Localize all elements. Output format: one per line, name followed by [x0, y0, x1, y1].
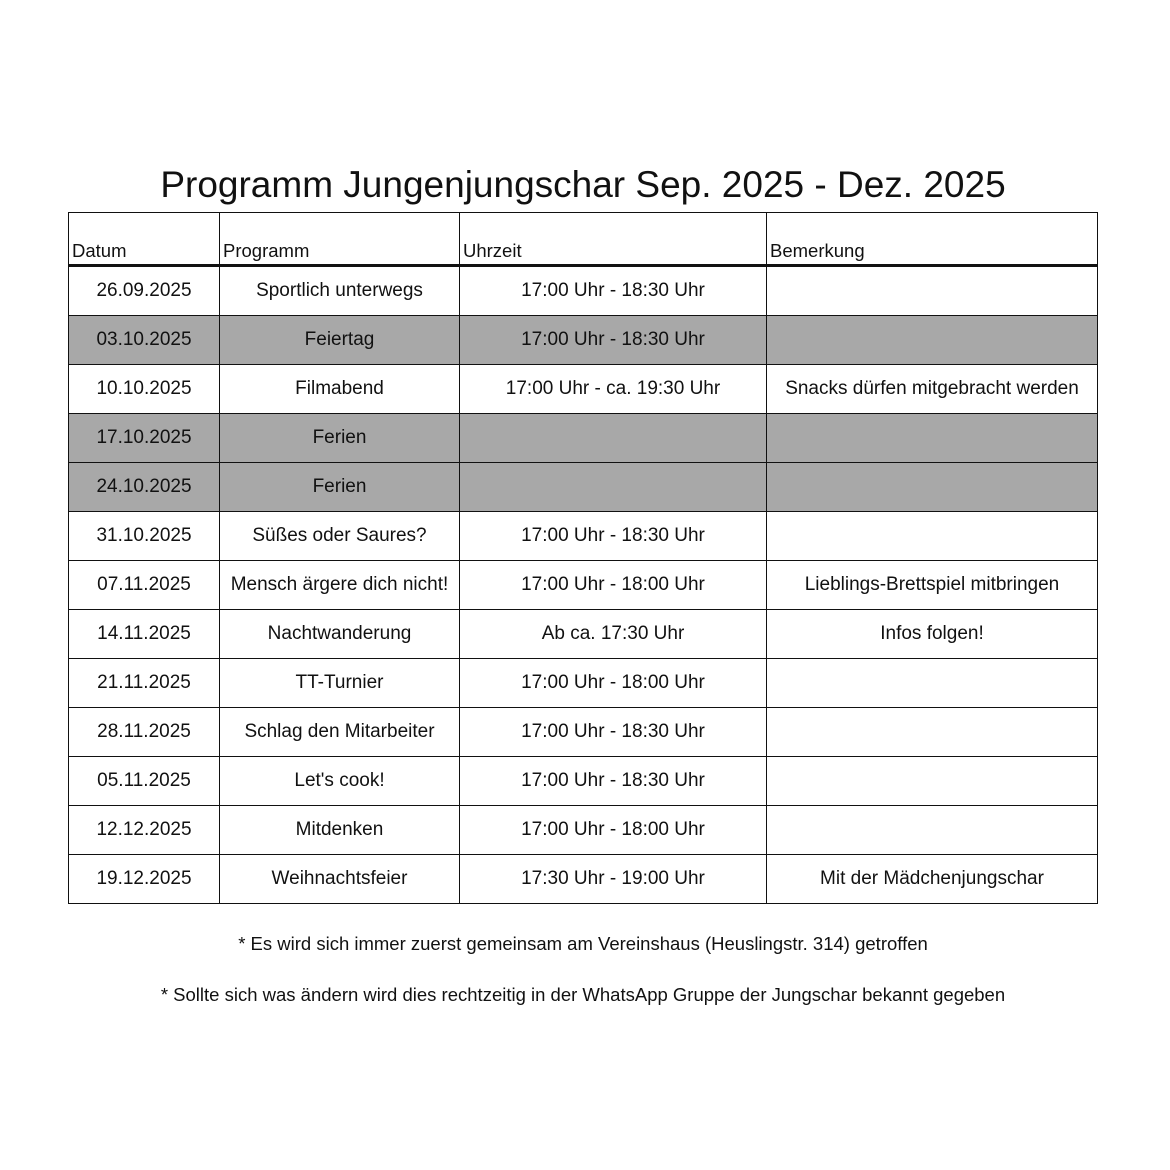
cell-bemerkung: Infos folgen!: [767, 610, 1098, 659]
cell-bemerkung: [767, 512, 1098, 561]
table-row: [69, 365, 1098, 414]
header-bemerkung: Bemerkung: [767, 213, 1098, 266]
cell-datum: 21.11.2025: [69, 659, 220, 708]
cell-bemerkung: [767, 659, 1098, 708]
cell-programm: Mensch ärgere dich nicht!: [220, 561, 460, 610]
cell-datum: 24.10.2025: [69, 463, 220, 512]
cell-programm: Süßes oder Saures?: [220, 512, 460, 561]
cell-bemerkung: [767, 463, 1098, 512]
note-whatsapp: * Sollte sich was ändern wird dies rechtzeitig in der WhatsApp Gruppe der Jungschar bekannt gegeben: [160, 984, 1006, 1005]
cell-datum: 07.11.2025: [69, 561, 220, 610]
cell-programm: Let's cook!: [220, 757, 460, 806]
cell-bemerkung: Mit der Mädchenjungschar: [767, 855, 1098, 904]
cell-uhrzeit: 17:00 Uhr - 18:30 Uhr: [460, 316, 767, 365]
header-uhrzeit: Uhrzeit: [460, 213, 767, 266]
cell-uhrzeit: 17:00 Uhr - 18:00 Uhr: [460, 806, 767, 855]
table-row: [69, 463, 1098, 512]
cell-datum: 19.12.2025: [69, 855, 220, 904]
cell-bemerkung: [767, 708, 1098, 757]
cell-programm: Schlag den Mitarbeiter: [220, 708, 460, 757]
cell-uhrzeit: 17:00 Uhr - 18:30 Uhr: [460, 708, 767, 757]
schedule-table: [68, 212, 1098, 904]
table-header-row: [69, 213, 1098, 266]
table-row: [69, 708, 1098, 757]
table-row: [69, 512, 1098, 561]
cell-datum: 10.10.2025: [69, 365, 220, 414]
cell-uhrzeit: Ab ca. 17:30 Uhr: [460, 610, 767, 659]
cell-programm: Mitdenken: [220, 806, 460, 855]
table-row: [69, 414, 1098, 463]
cell-bemerkung: [767, 316, 1098, 365]
cell-uhrzeit: [460, 414, 767, 463]
cell-bemerkung: Snacks dürfen mitgebracht werden: [767, 365, 1098, 414]
cell-uhrzeit: 17:00 Uhr - 18:00 Uhr: [460, 561, 767, 610]
table-row: [69, 757, 1098, 806]
cell-bemerkung: [767, 757, 1098, 806]
cell-uhrzeit: [460, 463, 767, 512]
cell-uhrzeit: 17:00 Uhr - ca. 19:30 Uhr: [460, 365, 767, 414]
table-row: [69, 806, 1098, 855]
cell-uhrzeit: 17:00 Uhr - 18:30 Uhr: [460, 266, 767, 316]
cell-datum: 17.10.2025: [69, 414, 220, 463]
table-row: [69, 855, 1098, 904]
cell-programm: TT-Turnier: [220, 659, 460, 708]
cell-datum: 26.09.2025: [69, 266, 220, 316]
cell-programm: Feiertag: [220, 316, 460, 365]
cell-bemerkung: Lieblings-Brettspiel mitbringen: [767, 561, 1098, 610]
cell-programm: Nachtwanderung: [220, 610, 460, 659]
header-programm: Programm: [220, 213, 460, 266]
note-meeting-point: * Es wird sich immer zuerst gemeinsam am Vereinshaus (Heuslingstr. 314) getroffen: [238, 933, 928, 954]
cell-programm: Ferien: [220, 463, 460, 512]
cell-uhrzeit: 17:00 Uhr - 18:30 Uhr: [460, 757, 767, 806]
cell-datum: 14.11.2025: [69, 610, 220, 659]
cell-uhrzeit: 17:00 Uhr - 18:30 Uhr: [460, 512, 767, 561]
cell-programm: Filmabend: [220, 365, 460, 414]
table-row: [69, 610, 1098, 659]
header-datum: Datum: [69, 213, 220, 266]
cell-programm: Weihnachtsfeier: [220, 855, 460, 904]
cell-datum: 03.10.2025: [69, 316, 220, 365]
cell-datum: 05.11.2025: [69, 757, 220, 806]
cell-bemerkung: [767, 266, 1098, 316]
cell-bemerkung: [767, 414, 1098, 463]
document-title: Programm Jungenjungschar Sep. 2025 - Dez. 2025: [160, 164, 1006, 205]
table-row: [69, 659, 1098, 708]
cell-datum: 31.10.2025: [69, 512, 220, 561]
cell-programm: Ferien: [220, 414, 460, 463]
table-row: [69, 316, 1098, 365]
table-row: [69, 561, 1098, 610]
cell-bemerkung: [767, 806, 1098, 855]
table-row: [69, 266, 1098, 316]
cell-uhrzeit: 17:30 Uhr - 19:00 Uhr: [460, 855, 767, 904]
cell-datum: 12.12.2025: [69, 806, 220, 855]
cell-programm: Sportlich unterwegs: [220, 266, 460, 316]
cell-uhrzeit: 17:00 Uhr - 18:00 Uhr: [460, 659, 767, 708]
cell-datum: 28.11.2025: [69, 708, 220, 757]
